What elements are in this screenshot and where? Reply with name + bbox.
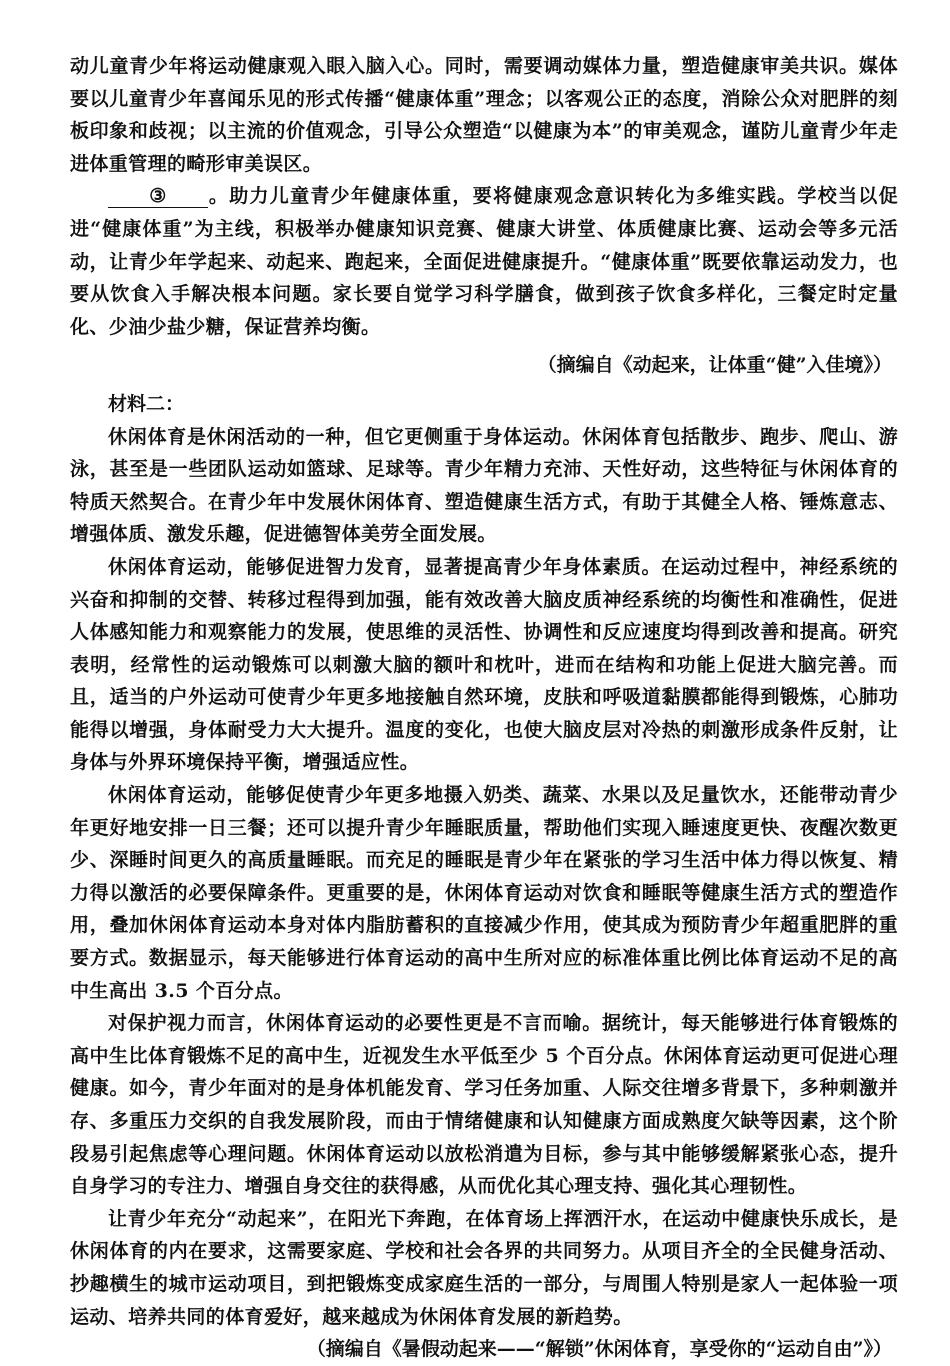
material2-source: （摘编自《暑假动起来——“解锁”休闲体育，享受你的“运动自由”》） (306, 1338, 892, 1361)
material2-paragraph-5: 让青少年充分“动起来”，在阳光下奔跑，在体育场上挥洒汗水，在运动中健康快乐成长，是休闲体育的内在要求，这需要家庭、学校和社会各界的共同努力。从项目齐全的全民健身活动、抄趣横生的城市运动项目，到把锻炼变成家庭生活的一部分，与周围人特别是家人一起体验一项运动、培养共同的体育爱好，越来越成为休闲体育发展的新趋势。 (70, 1207, 898, 1328)
material1-paragraph-b (70, 180, 898, 343)
fill-blank-3: ③ (108, 185, 208, 208)
material1-source: （摘编自《动起来，让体重“健”入佳境》） (537, 354, 892, 377)
material2-paragraph-2: 休闲体育运动，能够促进智力发育，显著提高青少年身体素质。在运动过程中，神经系统的兴奋和抑制的交替、转移过程得到加强，能有效改善大脑皮质神经系统的均衡性和准确性，促进人体感知能力和观察能力的发展，使思维的灵活性、协调性和反应速度均得到改善和提高。研究表明，经常性的运动锻炼可以刺激大脑的额叶和枕叶，进而在结构和功能上促进大脑完善。而且，适当的户外运动可使青少年更多地接触自然环境，皮肤和呼吸道黏膜都能得到锻炼，心肺功能得以增强，身体耐受力大大提升。温度的变化，也使大脑皮层对冷热的刺激形成条件反射，让身体与外界环境保持平衡，增强适应性。 (70, 555, 898, 774)
material2-paragraph-4: 对保护视力而言，休闲体育运动的必要性更是不言而喻。据统计，每天能够进行体育锻炼的高中生比体育锻炼不足的高中生，近视发生水平低至少 5 个百分点。休闲体育运动更可促进心理健康。如今，青少年面对的是身体机能发育、学习任务加重、人际交往增多背景下，多种刺激并存、多重压力交织的自我发展阶段，而由于情绪健康和认知健康方面成熟度欠缺等因素，这个阶段易引起焦虑等心理问题。休闲体育运动以放松消遣为目标，参与其中能够缓解紧张心态，提升自身学习的专注力、增强自身交往的获得感，从而优化其心理支持、强化其心理韧性。 (70, 1012, 898, 1198)
material2-paragraph-1: 休闲体育是休闲活动的一种，但它更侧重于身体运动。休闲体育包括散步、跑步、爬山、游泳，甚至是一些团队运动如篮球、足球等。青少年精力充沛、天性好动，这些特征与休闲体育的特质天然契合。在青少年中发展休闲体育、塑造健康生活方式，有助于其健全人格、锤炼意志、增强体质、激发乐趣，促进德智体美劳全面发展。 (70, 425, 898, 546)
material2-label: 材料二： (108, 392, 185, 415)
material1-paragraph-a: 动儿童青少年将运动健康观入眼入脑入心。同时，需要调动媒体力量，塑造健康审美共识。媒体要以儿童青少年喜闻乐见的形式传播“健康体重”理念；以客观公正的态度，消除公众对肥胖的刻板印象和歧视；以主流的价值观念，引导公众塑造“以健康为本”的审美观念，谨防儿童青少年走进体重管理的畸形审美误区。 (70, 55, 898, 175)
material2-paragraph-3: 休闲体育运动，能够促使青少年更多地摄入奶类、蔬菜、水果以及足量饮水，还能带动青少年更好地安排一日三餐；还可以提升青少年睡眠质量，帮助他们实现入睡速度更快、夜醒次数更少、深睡时间更久的高质量睡眠。而充足的睡眠是青少年在紧张的学习生活中体力得以恢复、精力得以激活的必要保障条件。更重要的是，休闲体育运动对饮食和睡眠等健康生活方式的塑造作用，叠加休闲体育运动本身对体内脂肪蓄积的直接减少作用，使其成为预防青少年超重肥胖的重要方式。数据显示，每天能够进行体育运动的高中生所对应的标准体重比例比体育运动不足的高中生高出 3.5 个百分点。 (70, 784, 898, 1002)
material1-paragraph-b-text: 。助力儿童青少年健康体重，要将健康观念意识转化为多维实践。学校当以促进“健康体重”为主线，积极举办健康知识竞赛、健康大讲堂、体质健康比赛、运动会等多元活动，让青少年学起来、动起来、跑起来，全面促进健康提升。“健康体重”既要依靠运动发力，也要从饮食入手解决根本问题。家长要自觉学习科学膳食，做到孩子饮食多样化，三餐定时定量化、少油少盐少糖，保证营养均衡。 (70, 185, 898, 338)
